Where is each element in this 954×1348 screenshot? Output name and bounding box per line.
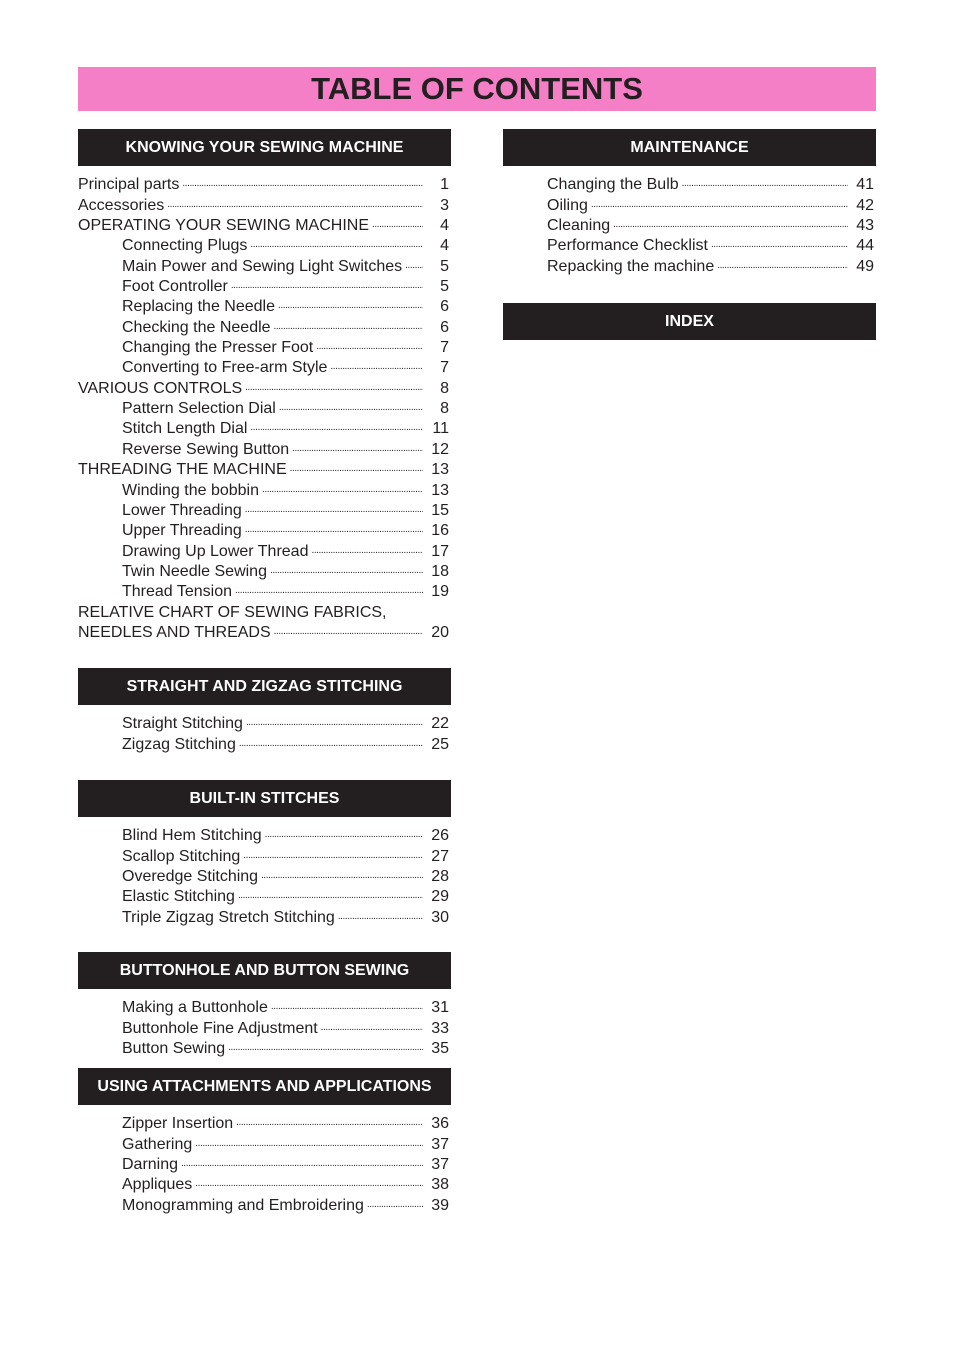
page-title: TABLE OF CONTENTS <box>311 71 643 106</box>
toc-entry-page: 38 <box>431 1176 449 1194</box>
toc-entry[interactable] <box>78 1154 451 1174</box>
toc-entry[interactable] <box>78 215 451 235</box>
toc-entry[interactable] <box>78 825 451 845</box>
toc-entry[interactable] <box>78 845 451 865</box>
toc-entry-page: 16 <box>431 522 449 540</box>
dot-leader <box>278 299 423 313</box>
toc-entry-label: Monogramming and Embroidering <box>122 1196 364 1214</box>
toc-entry-page: 27 <box>431 847 449 865</box>
toc-entry-page: 8 <box>440 379 449 397</box>
section-heading: MAINTENANCE <box>503 129 876 166</box>
toc-entry[interactable] <box>78 194 451 214</box>
toc-entry-label: Appliques <box>122 1176 193 1194</box>
toc-entry[interactable] <box>78 997 451 1017</box>
toc-entry-page: 22 <box>431 715 449 733</box>
toc-entry-page: 7 <box>440 339 449 357</box>
toc-entry-label: Foot Controller <box>122 278 228 296</box>
dot-leader <box>262 483 423 497</box>
toc-entry[interactable] <box>78 357 451 377</box>
section-straight-and-zigzag-stitching <box>78 668 451 754</box>
toc-entry-label: THREADING THE MACHINE <box>78 461 287 479</box>
toc-entry-page: 6 <box>440 298 449 316</box>
section-index <box>503 303 876 340</box>
toc-entry-label: Buttonhole Fine Adjustment <box>122 1019 318 1037</box>
toc-entry-label: Blind Hem Stitching <box>122 827 262 845</box>
dot-leader <box>181 1157 423 1171</box>
dot-leader <box>261 869 423 883</box>
toc-entry[interactable] <box>503 235 876 255</box>
toc-entry[interactable] <box>78 906 451 926</box>
toc-entry-page: 1 <box>440 176 449 194</box>
toc-entry-page: 43 <box>856 217 874 235</box>
toc-entry-label: Changing the Presser Foot <box>122 339 314 357</box>
section-maintenance <box>503 129 876 276</box>
dot-leader <box>235 584 423 598</box>
toc-entry-page: 5 <box>440 257 449 275</box>
toc-entry[interactable] <box>78 479 451 499</box>
section-heading: BUTTONHOLE AND BUTTON SEWING <box>78 952 451 989</box>
toc-entry-page: 5 <box>440 278 449 296</box>
toc-entry-label: Elastic Stitching <box>122 888 235 906</box>
toc-entry[interactable] <box>78 601 451 621</box>
toc-entry[interactable] <box>78 1038 451 1058</box>
toc-entry-label: Stitch Length Dial <box>122 420 248 438</box>
toc-entry-label: Cleaning <box>547 217 611 235</box>
dot-leader <box>321 1021 423 1035</box>
toc-entry-page: 33 <box>431 1019 449 1037</box>
section-buttonhole-and-button-sewing <box>78 952 451 1058</box>
dot-leader <box>250 421 423 435</box>
dot-leader <box>338 910 423 924</box>
toc-entry[interactable] <box>78 581 451 601</box>
dot-leader <box>228 1041 423 1055</box>
toc-entry-page: 19 <box>431 583 449 601</box>
toc-entry[interactable] <box>78 1017 451 1037</box>
section-heading: INDEX <box>503 303 876 340</box>
dot-leader <box>236 1116 423 1130</box>
toc-entry-label: Converting to Free-arm Style <box>122 359 328 377</box>
toc-entry-page: 20 <box>431 623 449 641</box>
toc-entry-label: Twin Needle Sewing <box>122 562 267 580</box>
dot-leader <box>246 716 423 730</box>
dot-leader <box>167 198 423 212</box>
toc-entry-page: 37 <box>431 1156 449 1174</box>
toc-entry[interactable] <box>78 174 451 194</box>
dot-leader <box>682 177 848 191</box>
toc-entry[interactable] <box>78 622 451 642</box>
toc-entry[interactable] <box>78 276 451 296</box>
toc-entry[interactable] <box>78 713 451 733</box>
toc-entry-label: Lower Threading <box>122 501 242 519</box>
dot-leader <box>245 523 423 537</box>
toc-entry-label: RELATIVE CHART OF SEWING FABRICS, <box>78 603 387 621</box>
dot-leader <box>711 238 848 252</box>
toc-entry[interactable] <box>78 398 451 418</box>
section-heading: USING ATTACHMENTS AND APPLICATIONS <box>78 1068 451 1105</box>
toc-entry[interactable] <box>78 316 451 336</box>
toc-entry-label: NEEDLES AND THREADS <box>78 623 271 641</box>
toc-entry-label: Zipper Insertion <box>122 1115 234 1133</box>
toc-entry-label: Oiling <box>547 196 588 214</box>
toc-entry-page: 17 <box>431 542 449 560</box>
dot-leader <box>591 198 848 212</box>
toc-entry-label: Triple Zigzag Stretch Stitching <box>122 908 335 926</box>
toc-entry-page: 44 <box>856 237 874 255</box>
toc-entry-list <box>78 817 451 927</box>
dot-leader <box>195 1177 423 1191</box>
toc-entry[interactable] <box>503 255 876 275</box>
toc-entry-page: 12 <box>431 440 449 458</box>
toc-entry-label: Pattern Selection Dial <box>122 400 276 418</box>
dot-leader <box>250 238 423 252</box>
dot-leader <box>245 503 423 517</box>
toc-entry-label: Accessories <box>78 196 165 214</box>
toc-entry-list <box>503 166 876 276</box>
toc-entry-label: OPERATING YOUR SEWING MACHINE <box>78 217 369 235</box>
toc-entry-label: Performance Checklist <box>547 237 708 255</box>
dot-leader <box>239 737 423 751</box>
section-using-attachments-and-applications <box>78 1068 451 1215</box>
toc-entry-page: 4 <box>440 237 449 255</box>
toc-entry-label: Overedge Stitching <box>122 868 259 886</box>
toc-entry-label: Button Sewing <box>122 1040 226 1058</box>
toc-entry-label: Main Power and Sewing Light Switches <box>122 257 403 275</box>
dot-leader <box>367 1198 423 1212</box>
toc-entry[interactable] <box>78 459 451 479</box>
toc-entry-page: 30 <box>431 908 449 926</box>
toc-entry[interactable] <box>78 1174 451 1194</box>
toc-entry-page: 41 <box>856 176 874 194</box>
toc-entry-list <box>78 166 451 642</box>
toc-entry-list <box>78 705 451 754</box>
dot-leader <box>265 828 423 842</box>
toc-entry-page: 42 <box>856 196 874 214</box>
toc-entry-list <box>78 989 451 1058</box>
toc-entry[interactable] <box>78 438 451 458</box>
dot-leader <box>243 849 423 863</box>
toc-entry-label: Gathering <box>122 1135 193 1153</box>
toc-entry-page: 4 <box>440 217 449 235</box>
dot-leader <box>270 564 423 578</box>
toc-entry[interactable] <box>78 561 451 581</box>
dot-leader <box>372 218 423 232</box>
toc-entry-label: Scallop Stitching <box>122 847 241 865</box>
toc-entry-label: Principal parts <box>78 176 180 194</box>
dot-leader <box>274 625 423 639</box>
toc-entry-page: 31 <box>431 999 449 1017</box>
toc-entry[interactable] <box>78 1113 451 1133</box>
section-heading: BUILT-IN STITCHES <box>78 780 451 817</box>
dot-leader <box>316 340 423 354</box>
toc-entry-label: Darning <box>122 1156 179 1174</box>
toc-entry-page: 13 <box>431 461 449 479</box>
section-knowing-your-sewing-machine <box>78 129 451 642</box>
toc-entry-label: Straight Stitching <box>122 715 243 733</box>
toc-entry-page: 39 <box>431 1196 449 1214</box>
toc-entry-page: 8 <box>440 400 449 418</box>
toc-entry[interactable] <box>78 296 451 316</box>
dot-leader <box>311 544 423 558</box>
dot-leader <box>405 259 423 273</box>
toc-entry-label: VARIOUS CONTROLS <box>78 379 243 397</box>
toc-entry[interactable] <box>503 194 876 214</box>
section-heading: KNOWING YOUR SEWING MACHINE <box>78 129 451 166</box>
toc-entry[interactable] <box>78 520 451 540</box>
toc-entry[interactable] <box>78 540 451 560</box>
toc-entry[interactable] <box>78 733 451 753</box>
toc-entry-page: 11 <box>432 420 449 438</box>
dot-leader <box>274 320 423 334</box>
toc-entry-label: Checking the Needle <box>122 318 271 336</box>
dot-leader <box>231 279 423 293</box>
toc-entry[interactable] <box>78 500 451 520</box>
toc-entry[interactable] <box>78 418 451 438</box>
toc-entry-page: 28 <box>431 868 449 886</box>
toc-entry-page: 7 <box>440 359 449 377</box>
toc-entry[interactable] <box>78 886 451 906</box>
dot-leader <box>330 360 423 374</box>
toc-entry[interactable] <box>78 866 451 886</box>
toc-entry-page: 3 <box>440 196 449 214</box>
toc-entry-label: Connecting Plugs <box>122 237 248 255</box>
dot-leader <box>245 381 423 395</box>
toc-entry-label: Changing the Bulb <box>547 176 679 194</box>
toc-entry-label: Winding the bobbin <box>122 481 259 499</box>
toc-entry-label: Repacking the machine <box>547 257 715 275</box>
toc-entry-label: Upper Threading <box>122 522 242 540</box>
toc-entry-page: 26 <box>431 827 449 845</box>
title-banner <box>78 67 876 111</box>
toc-entry-label: Drawing Up Lower Thread <box>122 542 309 560</box>
toc-entry-page: 29 <box>431 888 449 906</box>
toc-entry-page: 6 <box>440 318 449 336</box>
toc-entry[interactable] <box>78 235 451 255</box>
dot-leader <box>292 442 423 456</box>
dot-leader <box>238 889 423 903</box>
toc-entry[interactable] <box>503 174 876 194</box>
dot-leader <box>290 462 423 476</box>
toc-entry-list <box>78 1105 451 1215</box>
dot-leader <box>271 1000 423 1014</box>
toc-entry[interactable] <box>78 1194 451 1214</box>
dot-leader <box>195 1137 423 1151</box>
toc-entry[interactable] <box>78 377 451 397</box>
toc-entry-label: Thread Tension <box>122 583 232 601</box>
toc-entry-page: 13 <box>431 481 449 499</box>
dot-leader <box>279 401 423 415</box>
toc-entry-page: 18 <box>431 562 449 580</box>
dot-leader <box>182 177 423 191</box>
toc-entry[interactable] <box>78 337 451 357</box>
toc-entry-label: Replacing the Needle <box>122 298 275 316</box>
toc-entry-page: 35 <box>431 1040 449 1058</box>
section-built-in-stitches <box>78 780 451 927</box>
toc-entry-label: Zigzag Stitching <box>122 735 236 753</box>
toc-entry[interactable] <box>503 215 876 235</box>
toc-entry-label: Reverse Sewing Button <box>122 440 290 458</box>
toc-entry-page: 25 <box>431 735 449 753</box>
section-heading: STRAIGHT AND ZIGZAG STITCHING <box>78 668 451 705</box>
toc-entry-page: 49 <box>856 257 874 275</box>
toc-entry-page: 36 <box>431 1115 449 1133</box>
toc-entry-page: 15 <box>431 501 449 519</box>
toc-entry[interactable] <box>78 1133 451 1153</box>
toc-entry-page: 37 <box>431 1135 449 1153</box>
toc-entry[interactable] <box>78 255 451 275</box>
dot-leader <box>613 218 848 232</box>
dot-leader <box>717 259 848 273</box>
toc-entry-label: Making a Buttonhole <box>122 999 268 1017</box>
